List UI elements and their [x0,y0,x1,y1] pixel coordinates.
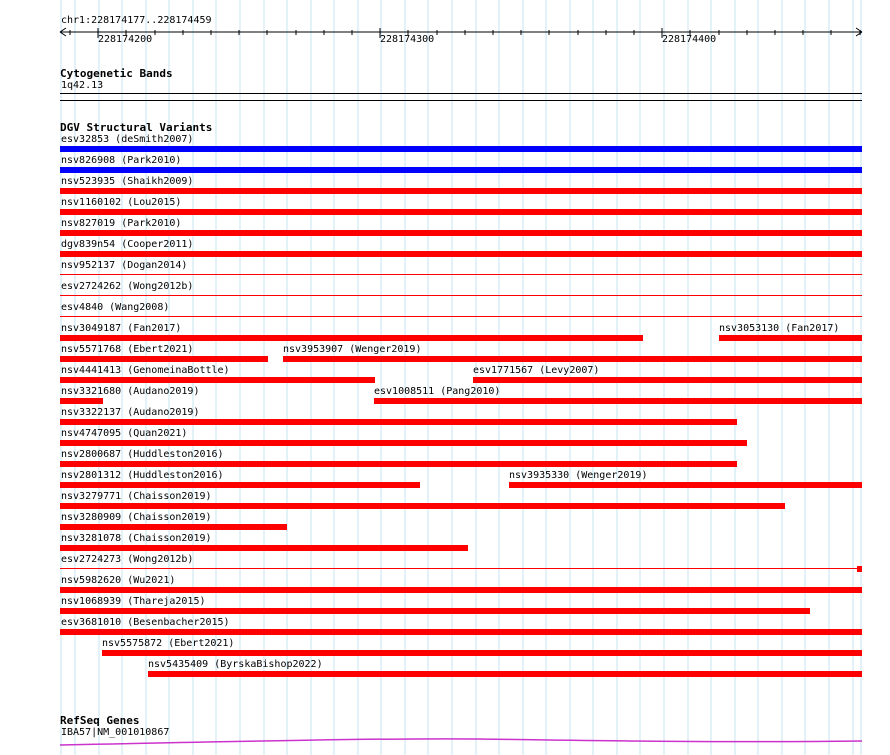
variant-bar[interactable] [60,230,862,236]
variant-label[interactable]: nsv5982620 (Wu2021) [61,575,176,586]
variant-label[interactable]: nsv826908 (Park2010) [61,155,182,166]
variant-label[interactable]: nsv5575872 (Ebert2021) [102,638,235,649]
variant-bar[interactable] [60,608,810,614]
variant-bar[interactable] [102,650,862,656]
variant-label[interactable]: nsv3321680 (Audano2019) [61,386,200,397]
variant-bar[interactable] [283,356,862,362]
variant-bar[interactable] [60,377,375,383]
variant-bar[interactable] [473,377,862,383]
variant-label[interactable]: esv4840 (Wang2008) [61,302,170,313]
variant-bar[interactable] [60,629,862,635]
refseq-gene-line[interactable] [0,735,890,750]
variant-bar[interactable] [60,398,103,404]
variant-bar[interactable] [857,566,862,572]
variant-bar[interactable] [60,295,862,296]
variant-bar[interactable] [60,587,862,593]
variant-bar[interactable] [60,461,737,467]
variant-bar[interactable] [509,482,862,488]
variant-bar[interactable] [60,209,862,215]
variant-label[interactable]: esv1008511 (Pang2010) [374,386,501,397]
variant-bar[interactable] [60,524,287,530]
variant-label[interactable]: nsv3049187 (Fan2017) [61,323,182,334]
variant-label[interactable]: esv2724273 (Wong2012b) [61,554,194,565]
cytoband-label: 1q42.13 [61,80,104,91]
variant-bar[interactable] [374,398,862,404]
variant-label[interactable]: nsv952137 (Dogan2014) [61,260,188,271]
variant-label[interactable]: nsv827019 (Park2010) [61,218,182,229]
variant-bar[interactable] [60,167,862,173]
variant-label[interactable]: esv2724262 (Wong2012b) [61,281,194,292]
variant-bar[interactable] [60,251,862,257]
variant-label[interactable]: esv32853 (deSmith2007) [61,134,194,145]
variant-label[interactable]: nsv4747095 (Quan2021) [61,428,188,439]
variant-bar[interactable] [60,419,737,425]
variant-bar[interactable] [60,356,268,362]
variant-bar[interactable] [60,545,468,551]
variant-label[interactable]: nsv5435409 (ByrskaBishop2022) [148,659,323,670]
dgv-track-title[interactable]: DGV Structural Variants [60,121,213,134]
variant-bar[interactable] [148,671,862,677]
variant-label[interactable]: nsv3935330 (Wenger2019) [509,470,648,481]
variant-label[interactable]: esv3681010 (Besenbacher2015) [61,617,230,628]
ruler-tick-label: 228174200 [98,34,153,45]
variant-bar[interactable] [60,503,785,509]
variant-bar[interactable] [60,335,643,341]
variant-bar[interactable] [60,188,862,194]
variant-bar[interactable] [60,482,420,488]
variant-label[interactable]: nsv2800687 (Huddleston2016) [61,449,224,460]
variant-bar[interactable] [60,316,862,317]
cytoband-track-title[interactable]: Cytogenetic Bands [60,67,173,80]
variant-bar[interactable] [60,274,862,275]
variant-label[interactable]: nsv3281078 (Chaisson2019) [61,533,212,544]
variant-label[interactable]: esv1771567 (Levy2007) [473,365,600,376]
variant-label[interactable]: nsv3322137 (Audano2019) [61,407,200,418]
variant-label[interactable]: nsv4441413 (GenomeinaBottle) [61,365,230,376]
variant-bar[interactable] [60,568,862,569]
variant-label[interactable]: nsv523935 (Shaikh2009) [61,176,194,187]
ruler-tick-label: 228174300 [380,34,435,45]
variant-label[interactable]: nsv3280909 (Chaisson2019) [61,512,212,523]
ruler-range-label: chr1:228174177..228174459 [61,15,212,26]
variant-label[interactable]: nsv5571768 (Ebert2021) [61,344,194,355]
refseq-gene-label[interactable]: IBA57|NM_001010867 [61,727,170,738]
refseq-track-title[interactable]: RefSeq Genes [60,714,140,727]
cytoband-top-line [60,93,862,94]
variant-label[interactable]: nsv3053130 (Fan2017) [719,323,840,334]
variant-label[interactable]: dgv839n54 (Cooper2011) [61,239,194,250]
cytoband-bottom-line [60,100,862,101]
ruler-tick-label: 228174400 [662,34,717,45]
variant-label[interactable]: nsv1068939 (Thareja2015) [61,596,206,607]
variant-label[interactable]: nsv2801312 (Huddleston2016) [61,470,224,481]
variant-bar[interactable] [719,335,862,341]
variant-label[interactable]: nsv1160102 (Lou2015) [61,197,182,208]
variant-bar[interactable] [60,146,862,152]
variant-label[interactable]: nsv3953907 (Wenger2019) [283,344,422,355]
variant-label[interactable]: nsv3279771 (Chaisson2019) [61,491,212,502]
variant-bar[interactable] [60,440,747,446]
